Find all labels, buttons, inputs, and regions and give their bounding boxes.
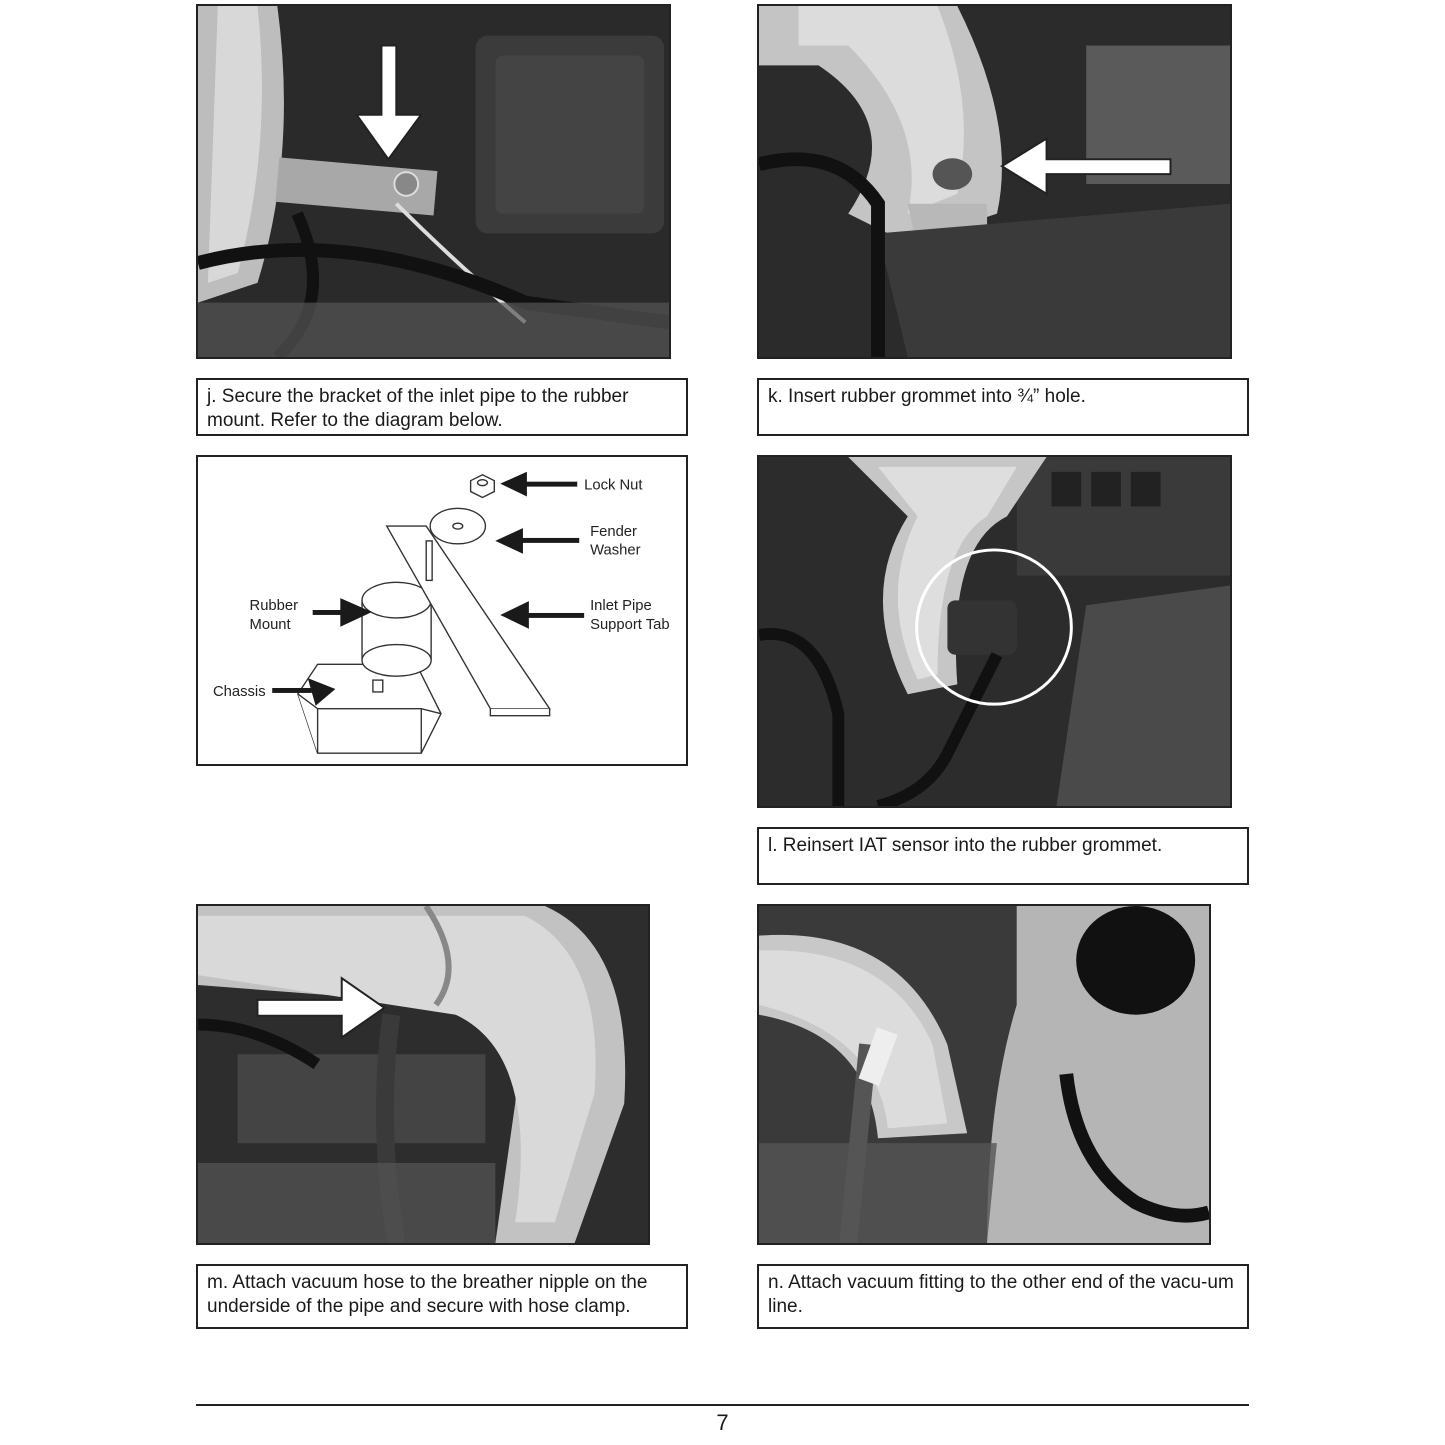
label-inlet-pipe-2: Support Tab [590, 616, 670, 633]
caption-step-j: j. Secure the bracket of the inlet pipe to the rubber mount. Refer to the diagram below. [196, 378, 688, 436]
photo-step-j [196, 4, 671, 359]
label-lock-nut: Lock Nut [584, 477, 643, 494]
caption-step-l: l. Reinsert IAT sensor into the rubber grommet. [757, 827, 1249, 885]
page-number: 7 [716, 1410, 729, 1435]
caption-step-n: n. Attach vacuum fitting to the other end of the vacu-um line. [757, 1264, 1249, 1329]
photo-step-m [196, 904, 650, 1245]
label-rubber-mount-1: Rubber [249, 598, 299, 615]
label-rubber-mount-2: Mount [249, 616, 291, 633]
fender-washer-shape [430, 508, 485, 544]
lock-nut-shape [471, 475, 495, 498]
caption-step-k: k. Insert rubber grommet into ¾” hole. [757, 378, 1249, 436]
chassis-shape [298, 664, 441, 753]
label-inlet-pipe-1: Inlet Pipe [590, 598, 652, 615]
label-fender-washer-1: Fender [590, 523, 637, 540]
label-fender-washer-2: Washer [590, 542, 641, 559]
photo-step-l [757, 455, 1232, 808]
photo-step-n [757, 904, 1211, 1245]
caption-step-m: m. Attach vacuum hose to the breather nipple on the underside of the pipe and secure with hose clamp. [196, 1264, 688, 1329]
label-chassis: Chassis [212, 683, 266, 700]
photo-step-k [757, 4, 1232, 359]
footer-rule [196, 1404, 1249, 1406]
rubber-mount-diagram [196, 455, 688, 766]
